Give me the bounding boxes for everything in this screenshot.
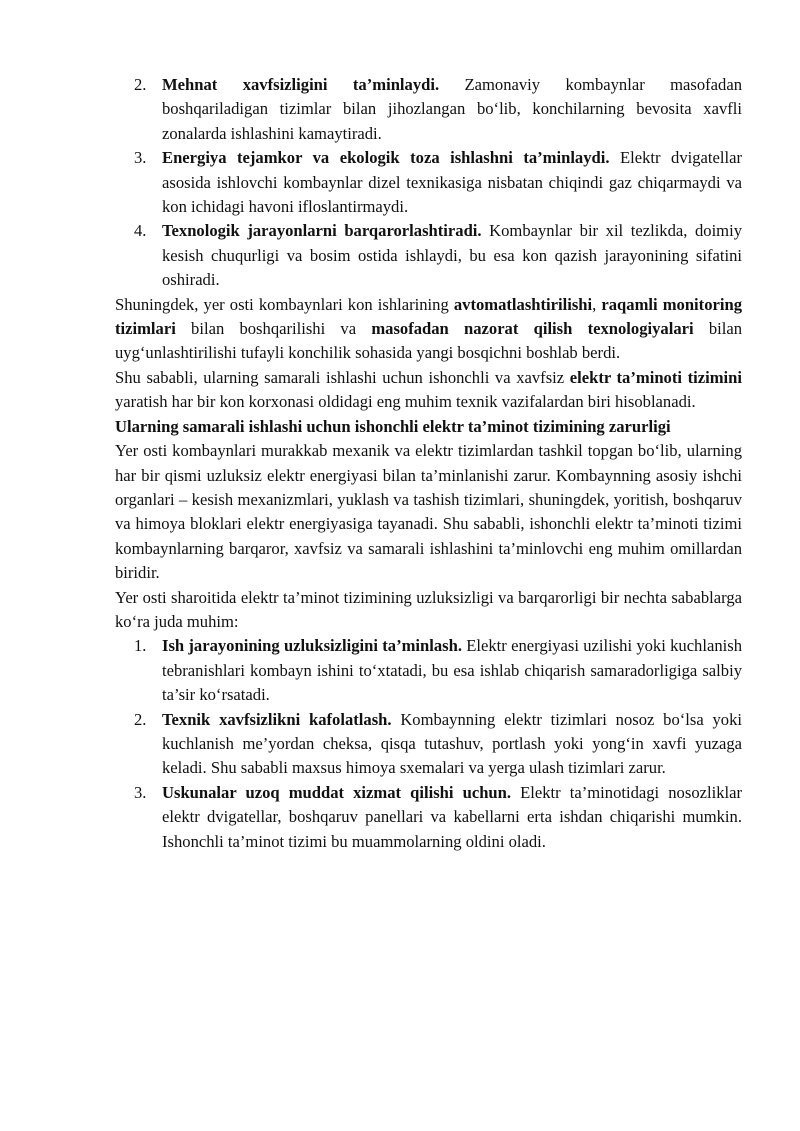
bold-run: raqamli monitoring tizimlari (115, 294, 742, 339)
list-item (115, 146, 742, 219)
list-number: 2. (134, 75, 147, 94)
list-item (115, 73, 742, 146)
list-item-title: Uskunalar uzoq muddat xizmat qilishi uchun. (162, 782, 512, 802)
text-run: bilan boshqarilishi va (175, 319, 372, 339)
text-run: bilan uyg‘unlashtirilishi tufayli konchilik sohasida yangi bosqichni boshlab berdi. (115, 319, 743, 363)
bold-run: elektr ta’minoti tizimini (569, 367, 742, 387)
list-item-text: Zamonaviy kombaynlar masofadan boshqariladigan tizimlar bilan jihozlangan bo‘lib, konchilarning bevosita xavfli zonalarda ishlashini kamaytiradi. (162, 75, 742, 143)
bold-run: avtomatlashtirilishi (453, 294, 593, 314)
section-heading: Ularning samarali ishlashi uchun ishonchli elektr ta’minot tizimining zarurligi (115, 416, 671, 436)
text-run: Shuningdek, yer osti kombaynlari kon ishlarining (115, 294, 454, 314)
text-run: Shu sababli, ularning samarali ishlashi uchun ishonchli va xavfsiz (115, 367, 570, 387)
list-item-title: Texnologik jarayonlarni barqarorlashtiradi. (162, 221, 482, 241)
numbered-list-advantages (115, 73, 742, 293)
paragraph-automation (115, 293, 742, 366)
list-number: 4. (134, 221, 147, 241)
list-item-title: Energiya tejamkor va ekologik toza ishlashni ta’minlaydi. (162, 148, 610, 168)
bold-run: masofadan nazorat qilish texnologiyalari (371, 319, 694, 339)
paragraph-power-supply (115, 366, 742, 415)
numbered-list-reasons (115, 634, 742, 854)
list-item (115, 219, 742, 292)
list-item-title: Mehnat xavfsizligini ta’minlaydi. (162, 75, 440, 94)
paragraph-systems: Yer osti kombaynlari murakkab mexanik va elektr tizimlardan tashkil topgan bo‘lib, ularning har bir qismi uzluksiz elektr energiyasi bilan ta’minlanishi zarur. Kombaynning asosiy ishchi organlari – kesish mexanizmlari, yuklash va tashish tizimlari, shuningdek, yoritish, boshqaruv va himoya bloklari elektr energiyasiga tayanadi. Shu sababli, ishonchli elektr ta’minoti tizimi kombaynlarning barqaror, xavfsiz va samarali ishlashini ta’minlovchi eng muhim omillardan biridir. (115, 441, 742, 583)
list-number: 1. (134, 636, 147, 656)
list-item (115, 708, 742, 781)
list-number: 2. (134, 709, 147, 729)
list-number: 3. (134, 782, 147, 802)
text-run: yaratish har bir kon korxonasi oldidagi eng muhim texnik vazifalardan biri hisoblanadi. (115, 392, 696, 412)
text-run: , (592, 294, 602, 314)
list-item-text: Elektr dvigatellar asosida ishlovchi kombaynlar dizel texnikasiga nisbatan chiqindi gaz chiqarmaydi va kon ichidagi havoni ifloslantirmaydi. (162, 148, 742, 217)
list-item-title: Ish jarayonining uzluksizligini ta’minlash. (162, 636, 463, 656)
paragraph-reasons-intro: Yer osti sharoitida elektr ta’minot tizimining uzluksizligi va barqarorligi bir nechta sabablarga ko‘ra juda muhim: (115, 587, 742, 631)
list-item-text: Elektr energiyasi uzilishi yoki kuchlanish tebranishlari kombayn ishini to‘xtatadi, bu esa ishlab chiqarish samaradorligiga salbiy ta’sir ko‘rsatadi. (162, 636, 742, 705)
list-number: 3. (134, 148, 147, 168)
list-item-text: Kombaynning elektr tizimlari nosoz bo‘lsa yoki kuchlanish me’yordan cheksa, qisqa tutashuv, portlash yoki yong‘in xavfi yuzaga keladi. Shu sababli maxsus himoya sxemalari va yerga ulash tizimlari zarur. (162, 709, 742, 778)
list-item-text: Elektr ta’minotidagi nosozliklar elektr dvigatellar, boshqaruv panellari va kabellarni erta ishdan chiqarishi mumkin. Ishonchli ta’minot tizimi bu muammolarning oldini oladi. (162, 782, 742, 851)
list-item-text: Kombaynlar bir xil tezlikda, doimiy kesish chuqurligi va bosim ostida ishlaydi, bu esa kon qazish jarayonining sifatini oshiradi. (162, 221, 742, 290)
list-item (115, 634, 742, 707)
list-item-title: Texnik xavfsizlikni kafolatlash. (162, 709, 392, 729)
list-item (115, 781, 742, 854)
